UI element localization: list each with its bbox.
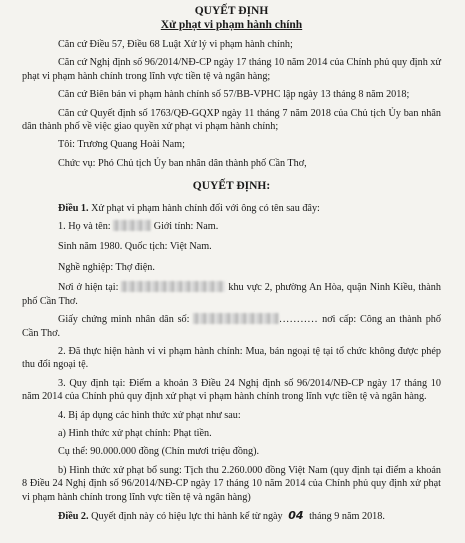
article-2: Điều 2. Quyết định này có hiệu lực thi hành kể từ ngày 04 tháng 9 năm 2018. — [58, 508, 385, 522]
signer-position: Chức vụ: Phó Chủ tịch Ủy ban nhân dân thành phố Cần Thơ, — [58, 157, 307, 169]
redacted-address — [121, 281, 225, 292]
document-subtitle: Xử phạt vi phạm hành chính — [160, 19, 303, 31]
violator-id: Giấy chứng minh nhân dân số: ........... nơi cấp: Công an thành phố Cần Thơ. — [22, 314, 441, 339]
violation-act: 2. Đã thực hiện hành vi vi phạm hành chính: Mua, bán ngoại tệ tại tổ chức không được phép thu đổi ngoại tệ. — [22, 345, 441, 371]
preamble-delegation: Căn cứ Quyết định số 1763/QĐ-GQXP ngày 11 tháng 7 năm 2018 của Chủ tịch Ủy ban nhân dân thành phố về việc giao quyền xử phạt vi phạm hành chính; — [22, 107, 441, 133]
handwritten-day: 04 — [288, 508, 304, 522]
preamble-report: Căn cứ Biên bản vi phạm hành chính số 57/BB-VPHC lập ngày 13 tháng 8 năm 2018; — [58, 89, 410, 101]
additional-penalty: b) Hình thức xử phạt bổ sung: Tịch thu 2.260.000 đồng Việt Nam (quy định tại điểm a khoản 8 Điều 24 Nghị định số 96/2014/NĐ-CP ngày 17 tháng 10 năm 2014 của Chính phủ quy định xử phạt vi phạm hành chính trong lĩnh vực tiền tệ và ngân hàng) — [22, 464, 441, 503]
fine-amount: Cụ thể: 90.000.000 đồng (Chín mươi triệu đồng). — [58, 446, 260, 458]
preamble-law: Căn cứ Điều 57, Điều 68 Luật Xử lý vi phạm hành chính; — [58, 39, 293, 50]
violator-job: Nghề nghiệp: Thợ điện. — [58, 261, 155, 273]
penalty-forms: 4. Bị áp dụng các hình thức xử phạt như sau: — [58, 409, 241, 421]
redacted-name — [113, 220, 151, 231]
violator-address: Nơi ở hiện tại: khu vực 2, phường An Hòa, quận Ninh Kiều, thành phố Cần Thơ. — [22, 282, 441, 307]
legal-basis: 3. Quy định tại: Điểm a khoản 3 Điều 24 Nghị định số 96/2014/NĐ-CP ngày 17 tháng 10 năm 2014 của Chính phủ quy định xử phạt vi phạm hành chính trong lĩnh vực tiền tệ và ngân hàng. — [22, 377, 441, 403]
article-1-intro: Điều 1. Xử phạt vi phạm hành chính đối với ông có tên sau đây: — [58, 202, 320, 214]
decision-heading: QUYẾT ĐỊNH: — [192, 180, 271, 193]
document-title: QUYẾT ĐỊNH — [194, 5, 269, 17]
preamble-decree: Căn cứ Nghị định số 96/2014/NĐ-CP ngày 17 tháng 10 năm 2014 của Chính phủ quy định xử phạt vi phạm hành chính trong lĩnh vực tiền tệ và ngân hàng; — [22, 57, 441, 82]
violator-name: 1. Họ và tên: Giới tính: Nam. — [58, 221, 219, 233]
redacted-id — [193, 313, 279, 324]
signer-name: Tôi: Trương Quang Hoài Nam; — [58, 139, 185, 151]
violator-birth: Sinh năm 1980. Quốc tịch: Việt Nam. — [58, 241, 212, 253]
main-penalty: a) Hình thức xử phạt chính: Phạt tiền. — [58, 427, 212, 439]
